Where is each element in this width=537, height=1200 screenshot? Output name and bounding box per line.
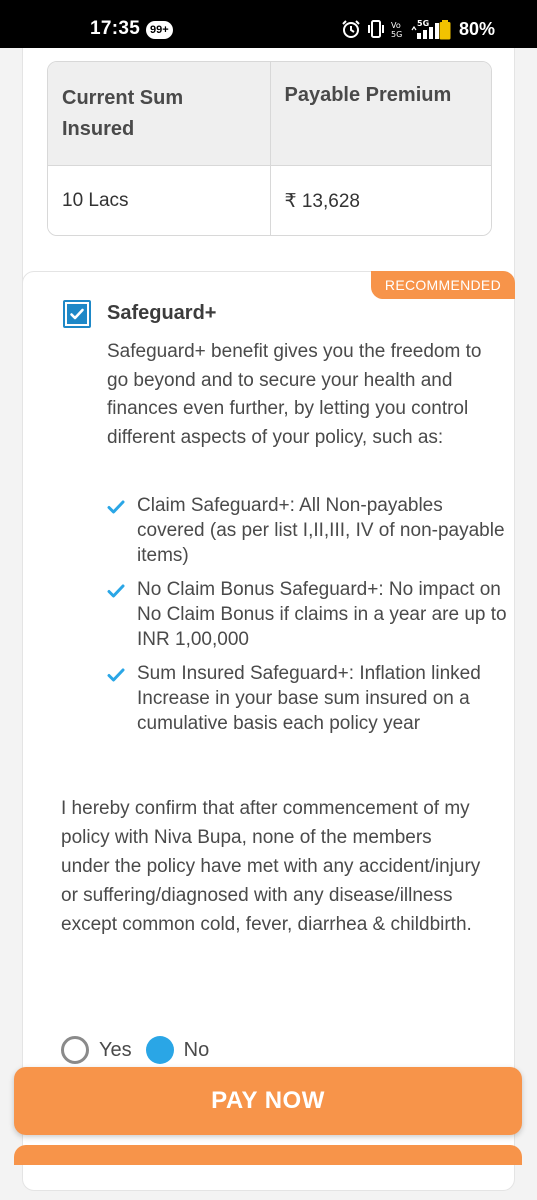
safeguard-card bbox=[22, 271, 515, 1191]
svg-text:5G: 5G bbox=[417, 19, 430, 28]
benefit-text: Claim Safeguard+: All Non-payables covered (as per list I,II,III, IV of non-payable items) bbox=[137, 495, 505, 566]
list-item bbox=[107, 661, 507, 736]
volte-icon bbox=[391, 19, 405, 39]
status-icons bbox=[341, 18, 445, 40]
tick-icon bbox=[107, 583, 125, 599]
radio-yes[interactable] bbox=[61, 1036, 132, 1064]
checkbox-checked-mark bbox=[67, 304, 87, 324]
safeguard-title: Safeguard+ bbox=[107, 302, 217, 324]
status-bar bbox=[0, 0, 537, 48]
alarm-icon bbox=[341, 19, 361, 39]
benefit-text: Sum Insured Safeguard+: Inflation linked Increase in your base sum insured on a cumulative basis each policy year bbox=[137, 663, 481, 734]
tick-icon bbox=[107, 667, 125, 683]
tick-icon bbox=[107, 499, 125, 515]
radio-yes-label: Yes bbox=[99, 1038, 132, 1061]
radio-no[interactable] bbox=[146, 1036, 210, 1064]
recommended-badge: RECOMMENDED bbox=[371, 271, 515, 299]
declaration-text: I hereby confirm that after commencement of my policy with Niva Bupa, none of the members under the policy have met with any accident/injury or suffering/diagnosed with any disease/illness except common cold, fever, diarrhea & childbirth. bbox=[61, 798, 481, 935]
header-payable-premium: Payable Premium bbox=[270, 62, 492, 165]
page-content bbox=[0, 48, 537, 1200]
radio-no-label: No bbox=[183, 1038, 210, 1061]
premium-card bbox=[22, 48, 515, 304]
safeguard-checkbox[interactable] bbox=[63, 300, 91, 328]
premium-value: ₹ 13,628 bbox=[270, 166, 492, 236]
radio-no-circle[interactable] bbox=[146, 1036, 174, 1064]
battery-percent: 80% bbox=[458, 19, 495, 39]
safeguard-description: Safeguard+ benefit gives you the freedom to go beyond and to secure your health and finances even further, by letting you control different aspects of your policy, such as: bbox=[107, 341, 482, 448]
radio-yes-circle[interactable] bbox=[61, 1036, 89, 1064]
declaration-radio-group bbox=[61, 1036, 223, 1064]
svg-text:Vo: Vo bbox=[391, 21, 401, 30]
bottom-sheet-peek bbox=[14, 1145, 522, 1165]
header-sum-insured: Current Sum Insured bbox=[62, 86, 184, 140]
sum-insured-value: 10 Lacs bbox=[62, 190, 129, 211]
check-icon bbox=[69, 306, 85, 322]
notification-badge: 99+ bbox=[146, 21, 173, 39]
premium-table bbox=[47, 61, 492, 236]
status-time: 17:35 bbox=[90, 18, 141, 39]
list-item bbox=[107, 493, 507, 568]
svg-text:5G: 5G bbox=[391, 30, 403, 39]
table-header bbox=[48, 62, 491, 166]
table-row bbox=[48, 166, 491, 236]
list-item bbox=[107, 577, 507, 652]
benefit-list bbox=[107, 493, 507, 745]
pay-now-button[interactable]: PAY NOW bbox=[14, 1067, 522, 1135]
benefit-text: No Claim Bonus Safeguard+: No impact on No Claim Bonus if claims in a year are up to INR 1,00,000 bbox=[137, 579, 507, 650]
battery-icon bbox=[439, 20, 451, 40]
vibrate-icon bbox=[367, 19, 385, 39]
